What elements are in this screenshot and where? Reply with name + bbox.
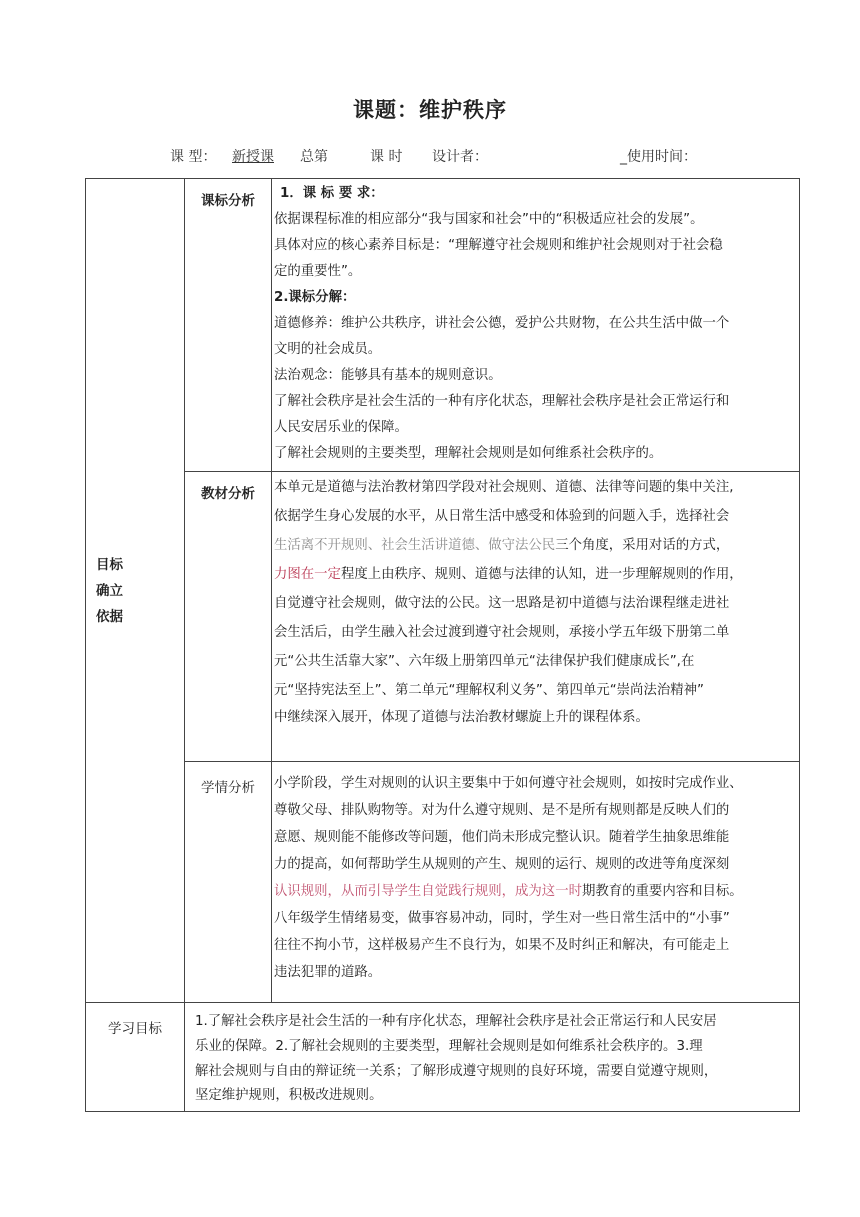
decomposition-line: 法治观念：能够具有基本的规则意识。 [274, 368, 502, 383]
students-line: 八年级学生情绪易变，做事容易冲动，同时，学生对一些日常生活中的“小事” [274, 911, 730, 926]
objectives-content [185, 1003, 800, 1112]
students-line: 尊敬父母、排队购物等。对为什么遵守规则、是不是所有规则都是反映人们的 [274, 803, 730, 818]
students-highlight: 认识规则，从而引导学生自觉践行规则，成为这一时 [274, 884, 582, 899]
type-value: 新授课 [232, 149, 274, 165]
objective-line: 乐业的保障。2.了解社会规则的主要类型，理解社会规则是如何维系社会秩序的。3.理 [195, 1039, 703, 1054]
textbook-line: 元“坚持宪法至上”、第二单元“理解权利义务”、第四单元“崇尚法治精神” [274, 683, 704, 698]
objectives-label: 学习目标 [86, 1003, 185, 1112]
textbook-text: 三个角度，采用对话的方式， [555, 538, 730, 553]
textbook-line [274, 560, 797, 589]
textbook-label: 教材分析 [185, 472, 272, 762]
basis-label-line: 依据 [96, 608, 123, 625]
textbook-highlight: 生活离不开规则、社会生活讲道德、做守法公民 [274, 538, 556, 553]
requirement-line: 依据课程标准的相应部分“我与国家和社会”中的“积极适应社会的发展”。 [274, 212, 704, 227]
basis-label [86, 179, 185, 1003]
students-line: 小学阶段，学生对规则的认识主要集中于如何遵守社会规则，如按时完成作业、 [274, 776, 743, 791]
decomposition-line: 了解社会秩序是社会生活的一种有序化状态，理解社会秩序是社会正常运行和 [274, 394, 730, 409]
decomposition-title: 2.课标分解： [274, 290, 356, 305]
total-prefix: 总第 [300, 149, 328, 165]
students-line [274, 878, 797, 905]
textbook-line: 依据学生身心发展的水平，从日常生活中感受和体验到的问题入手，选择社会 [274, 509, 730, 524]
textbook-line: 元“公共生活靠大家”、六年级上册第四单元“法律保护我们健康成长”,在 [274, 654, 695, 669]
requirement-title: 1．课 标 要 求： [280, 186, 384, 201]
textbook-line [274, 531, 797, 560]
textbook-text: 程度上由秩序、规则、道德与法律的认知，进一步理解规则的作用， [340, 567, 743, 582]
students-text: 期教育的重要内容和目标。 [581, 884, 743, 899]
page-title: 课题：维护秩序 [353, 98, 507, 122]
decomposition-line: 道德修养：维护公共秩序，讲社会公德，爱护公共财物，在公共生活中做一个 [274, 316, 730, 331]
curriculum-content [272, 179, 800, 472]
requirement-line: 具体对应的核心素养目标是：“理解遵守社会规则和维护社会规则对于社会稳 [274, 238, 723, 253]
textbook-line: 中继续深入展开，体现了道德与法治教材螺旋上升的课程体系。 [274, 710, 649, 725]
decomposition-line: 人民安居乐业的保障。 [274, 420, 408, 435]
objective-line: 坚定维护规则，积极改进规则。 [195, 1088, 383, 1103]
students-line: 意愿、规则能不能修改等问题，他们尚未形成完整认识。随着学生抽象思维能 [274, 830, 730, 845]
objective-line: 解社会规则与自由的辩证统一关系；了解形成遵守规则的良好环境，需要自觉遵守规则， [195, 1064, 718, 1079]
curriculum-label: 课标分析 [185, 179, 272, 472]
textbook-line: 会生活后，由学生融入社会过渡到遵守社会规则，承接小学五年级下册第二单 [274, 625, 730, 640]
decomposition-line: 了解社会规则的主要类型，理解社会规则是如何维系社会秩序的。 [274, 446, 663, 461]
time-label: _使用时间： [620, 149, 697, 165]
objective-line: 1.了解社会秩序是社会生活的一种有序化状态，理解社会秩序是社会正常运行和人民安居 [195, 1014, 717, 1029]
designer-label: 设计者： [432, 149, 488, 165]
textbook-highlight: 力图在一定 [274, 567, 341, 582]
basis-label-line: 目标 [96, 556, 123, 573]
students-line: 违法犯罪的道路。 [274, 965, 382, 980]
textbook-content [272, 472, 800, 762]
decomposition-line: 文明的社会成员。 [274, 342, 382, 357]
students-content [272, 762, 800, 1003]
basis-label-line: 确立 [96, 582, 123, 599]
students-line: 力的提高，如何帮助学生从规则的产生、规则的运行、规则的改进等角度深刻 [274, 857, 730, 872]
lesson-meta [170, 146, 780, 166]
lesson-plan-table [85, 178, 800, 1112]
students-line: 往往不拘小节，这样极易产生不良行为，如果不及时纠正和解决，有可能走上 [274, 938, 730, 953]
textbook-line: 本单元是道德与法治教材第四学段对社会规则、道德、法律等问题的集中关注, [274, 480, 734, 495]
type-label: 课 型： [170, 149, 217, 165]
total-suffix: 课 时 [370, 149, 403, 165]
requirement-line: 定的重要性”。 [274, 264, 362, 279]
textbook-line: 自觉遵守社会规则，做守法的公民。这一思路是初中道德与法治课程继走进社 [274, 596, 730, 611]
students-label: 学情分析 [185, 762, 272, 1003]
